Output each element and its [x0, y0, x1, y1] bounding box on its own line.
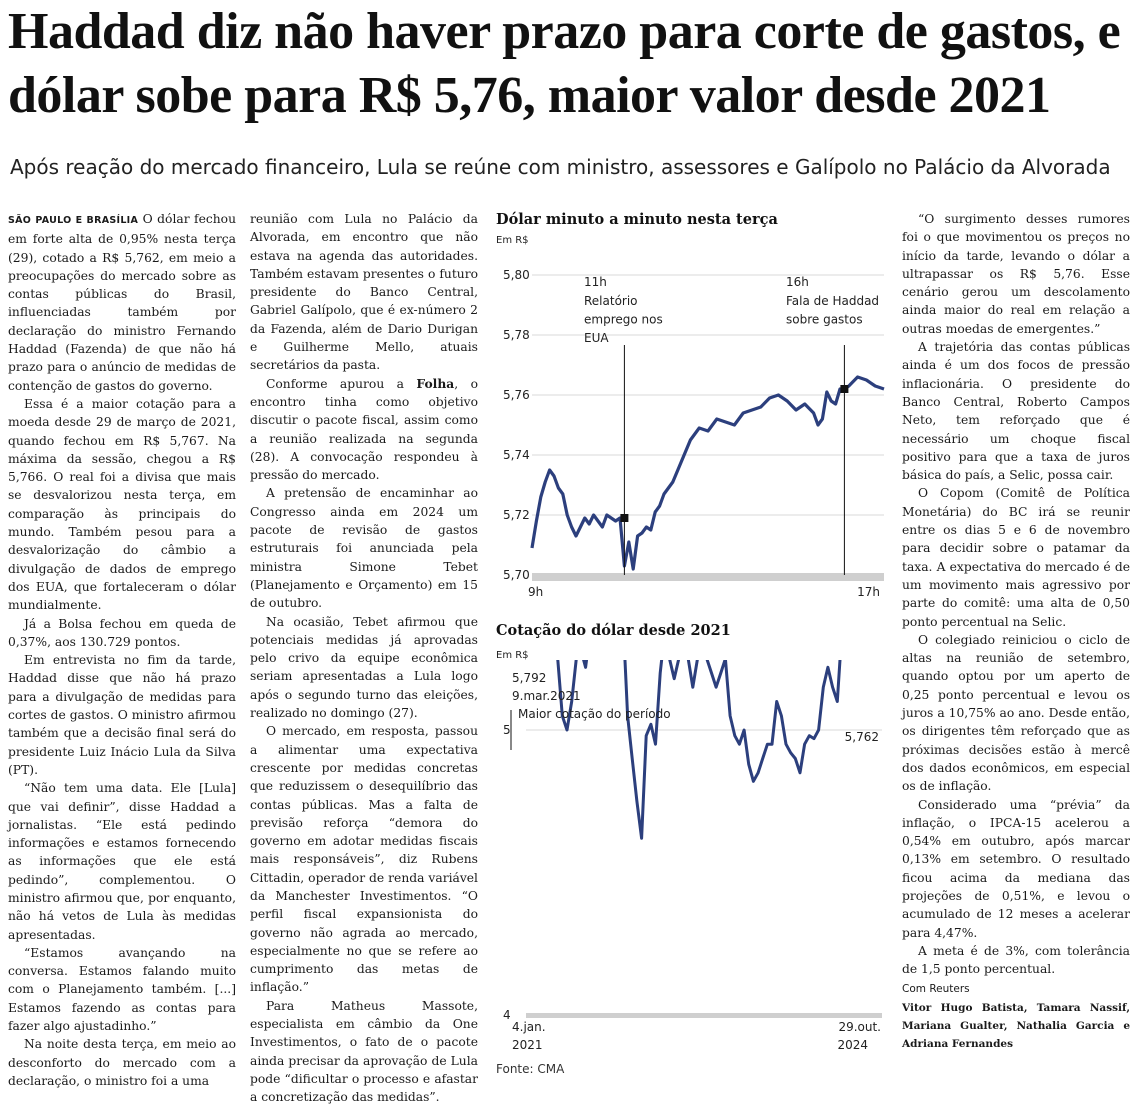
y-tick-label: 5,80 — [503, 268, 530, 282]
series-line — [532, 377, 884, 569]
annotation-time: 11h — [584, 275, 607, 289]
article-paragraph: O colegiado reiniciou o ciclo de altas na reunião de setembro, quando optou por um aperto de 0,25 ponto percentual e levou os juros a 10,75% ao ano. Desde então, os dirigentes têm reforçado que as próximas decisões estão à mercê dos dados econômicos, em especial os de inflação. — [902, 632, 1130, 794]
annotation-text: Maior cotação do período — [518, 707, 671, 721]
article-paragraph: A trajetória das contas públicas ainda é um dos focos de pressão inflacionária. O presidente do Banco Central, Roberto Campos Neto, tem reforçado que é necessário um choque fiscal positivo para que a taxa de juros básica do país, a Selic, possa cair. — [902, 340, 1130, 483]
annotation-text: Relatório — [584, 294, 638, 308]
annotation-time: 16h — [786, 275, 809, 289]
y-tick-label: 5,76 — [503, 388, 530, 402]
annotation-text: EUA — [584, 331, 609, 345]
series-line — [526, 660, 882, 838]
article-paragraph — [250, 375, 478, 485]
x-tick-label: 29.out. — [838, 1020, 881, 1034]
chart-source: Fonte: CMA — [496, 1062, 565, 1076]
credit: Com Reuters — [902, 983, 970, 996]
article-paragraph: O mercado, em resposta, passou a alimentar uma expectativa crescente por medidas concretas que reduzissem o desequilíbrio das contas públicas. Mas a falta de previsão reforça “demora do governo em adotar medidas fiscais mais responsáveis”, diz Rubens Cittadin, operador de renda variável da Manchester Investimentos. “O perfil fiscal expansionista do governo não agrada ao mercado, especialmente no que se refere ao cumprimento das metas de inflação.” — [250, 724, 478, 995]
y-tick-label: 5 — [503, 723, 511, 737]
annotation-date: 9.mar.2021 — [512, 689, 581, 703]
article-paragraph: Em entrevista no fim da tarde, Haddad disse que não há prazo para a divulgação de medidas para cortes de gastos. O ministro afirmou também que a decisão final será do presidente Luiz Inácio Lula da Silva (PT). — [8, 653, 236, 777]
y-tick-label: 5,72 — [503, 508, 530, 522]
y-tick-label: 5,74 — [503, 448, 530, 462]
article-paragraph: Na noite desta terça, em meio ao desconforto do mercado com a declaração, o ministro foi a uma — [8, 1037, 236, 1088]
paragraph-text: Conforme apurou a — [266, 376, 404, 391]
annotation-marker — [620, 514, 628, 522]
chart-2-title: Cotação do dólar desde 2021 — [496, 622, 731, 639]
article-paragraph: A meta é de 3%, com tolerância de 1,5 ponto percentual. — [902, 943, 1130, 977]
baseline-band — [532, 573, 884, 581]
dateline: SÃO PAULO E BRASÍLIA — [8, 215, 139, 226]
dollar-since-2021-chart — [496, 660, 888, 1060]
paragraph-text: , o encontro tinha como objetivo discutir o pacote fiscal, assim como a reunião realizada na segunda (28). A convocação respondeu à pressão do mercado. — [250, 376, 478, 483]
annotation-text: emprego nos — [584, 312, 663, 327]
article-paragraph: O Copom (Comitê de Política Monetária) do BC irá se reunir entre os dias 5 e 6 de novembro para decidir sobre o patamar da taxa. A expectativa do mercado é de um movimento mais agressivo por parte do comitê: uma alta de 0,50 ponto percentual na Selic. — [902, 486, 1130, 629]
chart-2-unit: Em R$ — [496, 650, 529, 661]
article-paragraph: “Estamos avançando na conversa. Estamos falando muito com o Planejamento também. [...] Estamos fazendo as contas para fazer algo ajustadinho.” — [8, 945, 236, 1034]
annotation-value: 5,762 — [844, 730, 879, 744]
chart-1-unit: Em R$ — [496, 235, 529, 246]
intraday-dollar-chart — [496, 250, 888, 605]
article-column-2 — [250, 210, 478, 1107]
article-paragraph: Essa é a maior cotação para a moeda desde 29 de março de 2021, quando fechou em R$ 5,767. Na máxima da sessão, chegou a R$ 5,766. O real foi a divisa que mais se desvalorizou nesta terça, em comparação às principais do mundo. Também pesou para a desvalorização do câmbio a divulgação de dados de emprego dos EUA, que fortaleceram o dólar mundialmente. — [8, 396, 236, 613]
annotation-marker — [840, 385, 848, 393]
article-paragraph: Já a Bolsa fechou em queda de 0,37%, aos 130.729 pontos. — [8, 616, 236, 649]
article-paragraph: “Não tem uma data. Ele [Lula] que vai definir”, disse Haddad a jornalistas. “Ele está pedindo informações e estamos fornecendo as informações que ele está pedindo”, complementou. O ministro afirmou que, por enquanto, não há vetos de Lula às medidas apresentadas. — [8, 781, 236, 942]
y-tick-label: 5,70 — [503, 568, 530, 582]
article-paragraph — [8, 210, 236, 395]
article-paragraph: Para Matheus Massote, especialista em câmbio da One Investimentos, o fato de o pacote ainda precisar da aprovação de Lula pode “dificultar o processo e afastar a concretização das medidas”. — [250, 998, 478, 1105]
annotation-value: 5,792 — [512, 671, 547, 685]
article-paragraph: “O surgimento desses rumores foi o que movimentou os preços no início da tarde, levando o dólar a ultrapassar os R$ 5,76. Esse cenário gerou um descolamento ainda maior do real em relação a outras moedas de emergentes.” — [902, 212, 1130, 336]
subheadline: Após reação do mercado financeiro, Lula se reúne com ministro, assessores e Galípolo no Palácio da Alvorada — [10, 155, 1111, 179]
article-column-4 — [902, 210, 1130, 1053]
x-tick-label: 2024 — [837, 1038, 868, 1052]
newspaper-name: Folha — [416, 375, 455, 391]
headline: Haddad diz não haver prazo para corte de gastos, e dólar sobe para R$ 5,76, maior valor desde 2021 — [8, 3, 1121, 124]
x-tick-label: 17h — [857, 585, 880, 599]
y-tick-label: 5,78 — [503, 328, 530, 342]
y-tick-label: 4 — [503, 1008, 511, 1022]
x-tick-label: 2021 — [512, 1038, 543, 1052]
authors: Vitor Hugo Batista, Tamara Nassif, Mariana Gualter, Nathalia Garcia e Adriana Fernandes — [902, 1001, 1130, 1050]
baseline-band — [526, 1013, 882, 1018]
annotation-text: sobre gastos — [786, 312, 863, 327]
annotation-text: Fala de Haddad — [786, 294, 880, 308]
paragraph-text: O dólar fechou em forte alta de 0,95% nesta terça (29), cotado a R$ 5,762, em meio a preocupações do mercado sobre as contas públicas do Brasil, influenciadas também por declaração do ministro Fernando Haddad (Fazenda) de que não há prazo para o anúncio de medidas de contenção de gastos do governo. — [8, 212, 236, 393]
article-column-1 — [8, 210, 236, 1090]
chart-1-title: Dólar minuto a minuto nesta terça — [496, 211, 778, 228]
article-paragraph: reunião com Lula no Palácio da Alvorada, em encontro que não estava na agenda das autoridades. Também estavam presentes o futuro presidente do Banco Central, Gabriel Galípolo, que é ex-número 2 da Fazenda, além de Dario Durigan e Guilherme Mello, atuais secretários da pasta. — [250, 212, 478, 373]
article-paragraph: Considerado uma “prévia” da inflação, o IPCA-15 acelerou a 0,54% em outubro, após marcar 0,13% em setembro. O resultado ficou acima da mediana das projeções de 0,51%, e levou o acumulado de 12 meses a acelerar para 4,47%. — [902, 797, 1130, 940]
x-tick-label: 9h — [528, 585, 544, 599]
x-tick-label: 4.jan. — [512, 1020, 546, 1034]
article-paragraph: Na ocasião, Tebet afirmou que potenciais medidas já aprovadas pelo crivo da equipe econômica seriam apresentadas a Lula logo após o segundo turno das eleições, realizado no domingo (27). — [250, 614, 478, 721]
article-paragraph: A pretensão de encaminhar ao Congresso ainda em 2024 um pacote de revisão de gastos estruturais foi anunciada pela ministra Simone Tebet (Planejamento e Orçamento) em 15 de outubro. — [250, 486, 478, 611]
